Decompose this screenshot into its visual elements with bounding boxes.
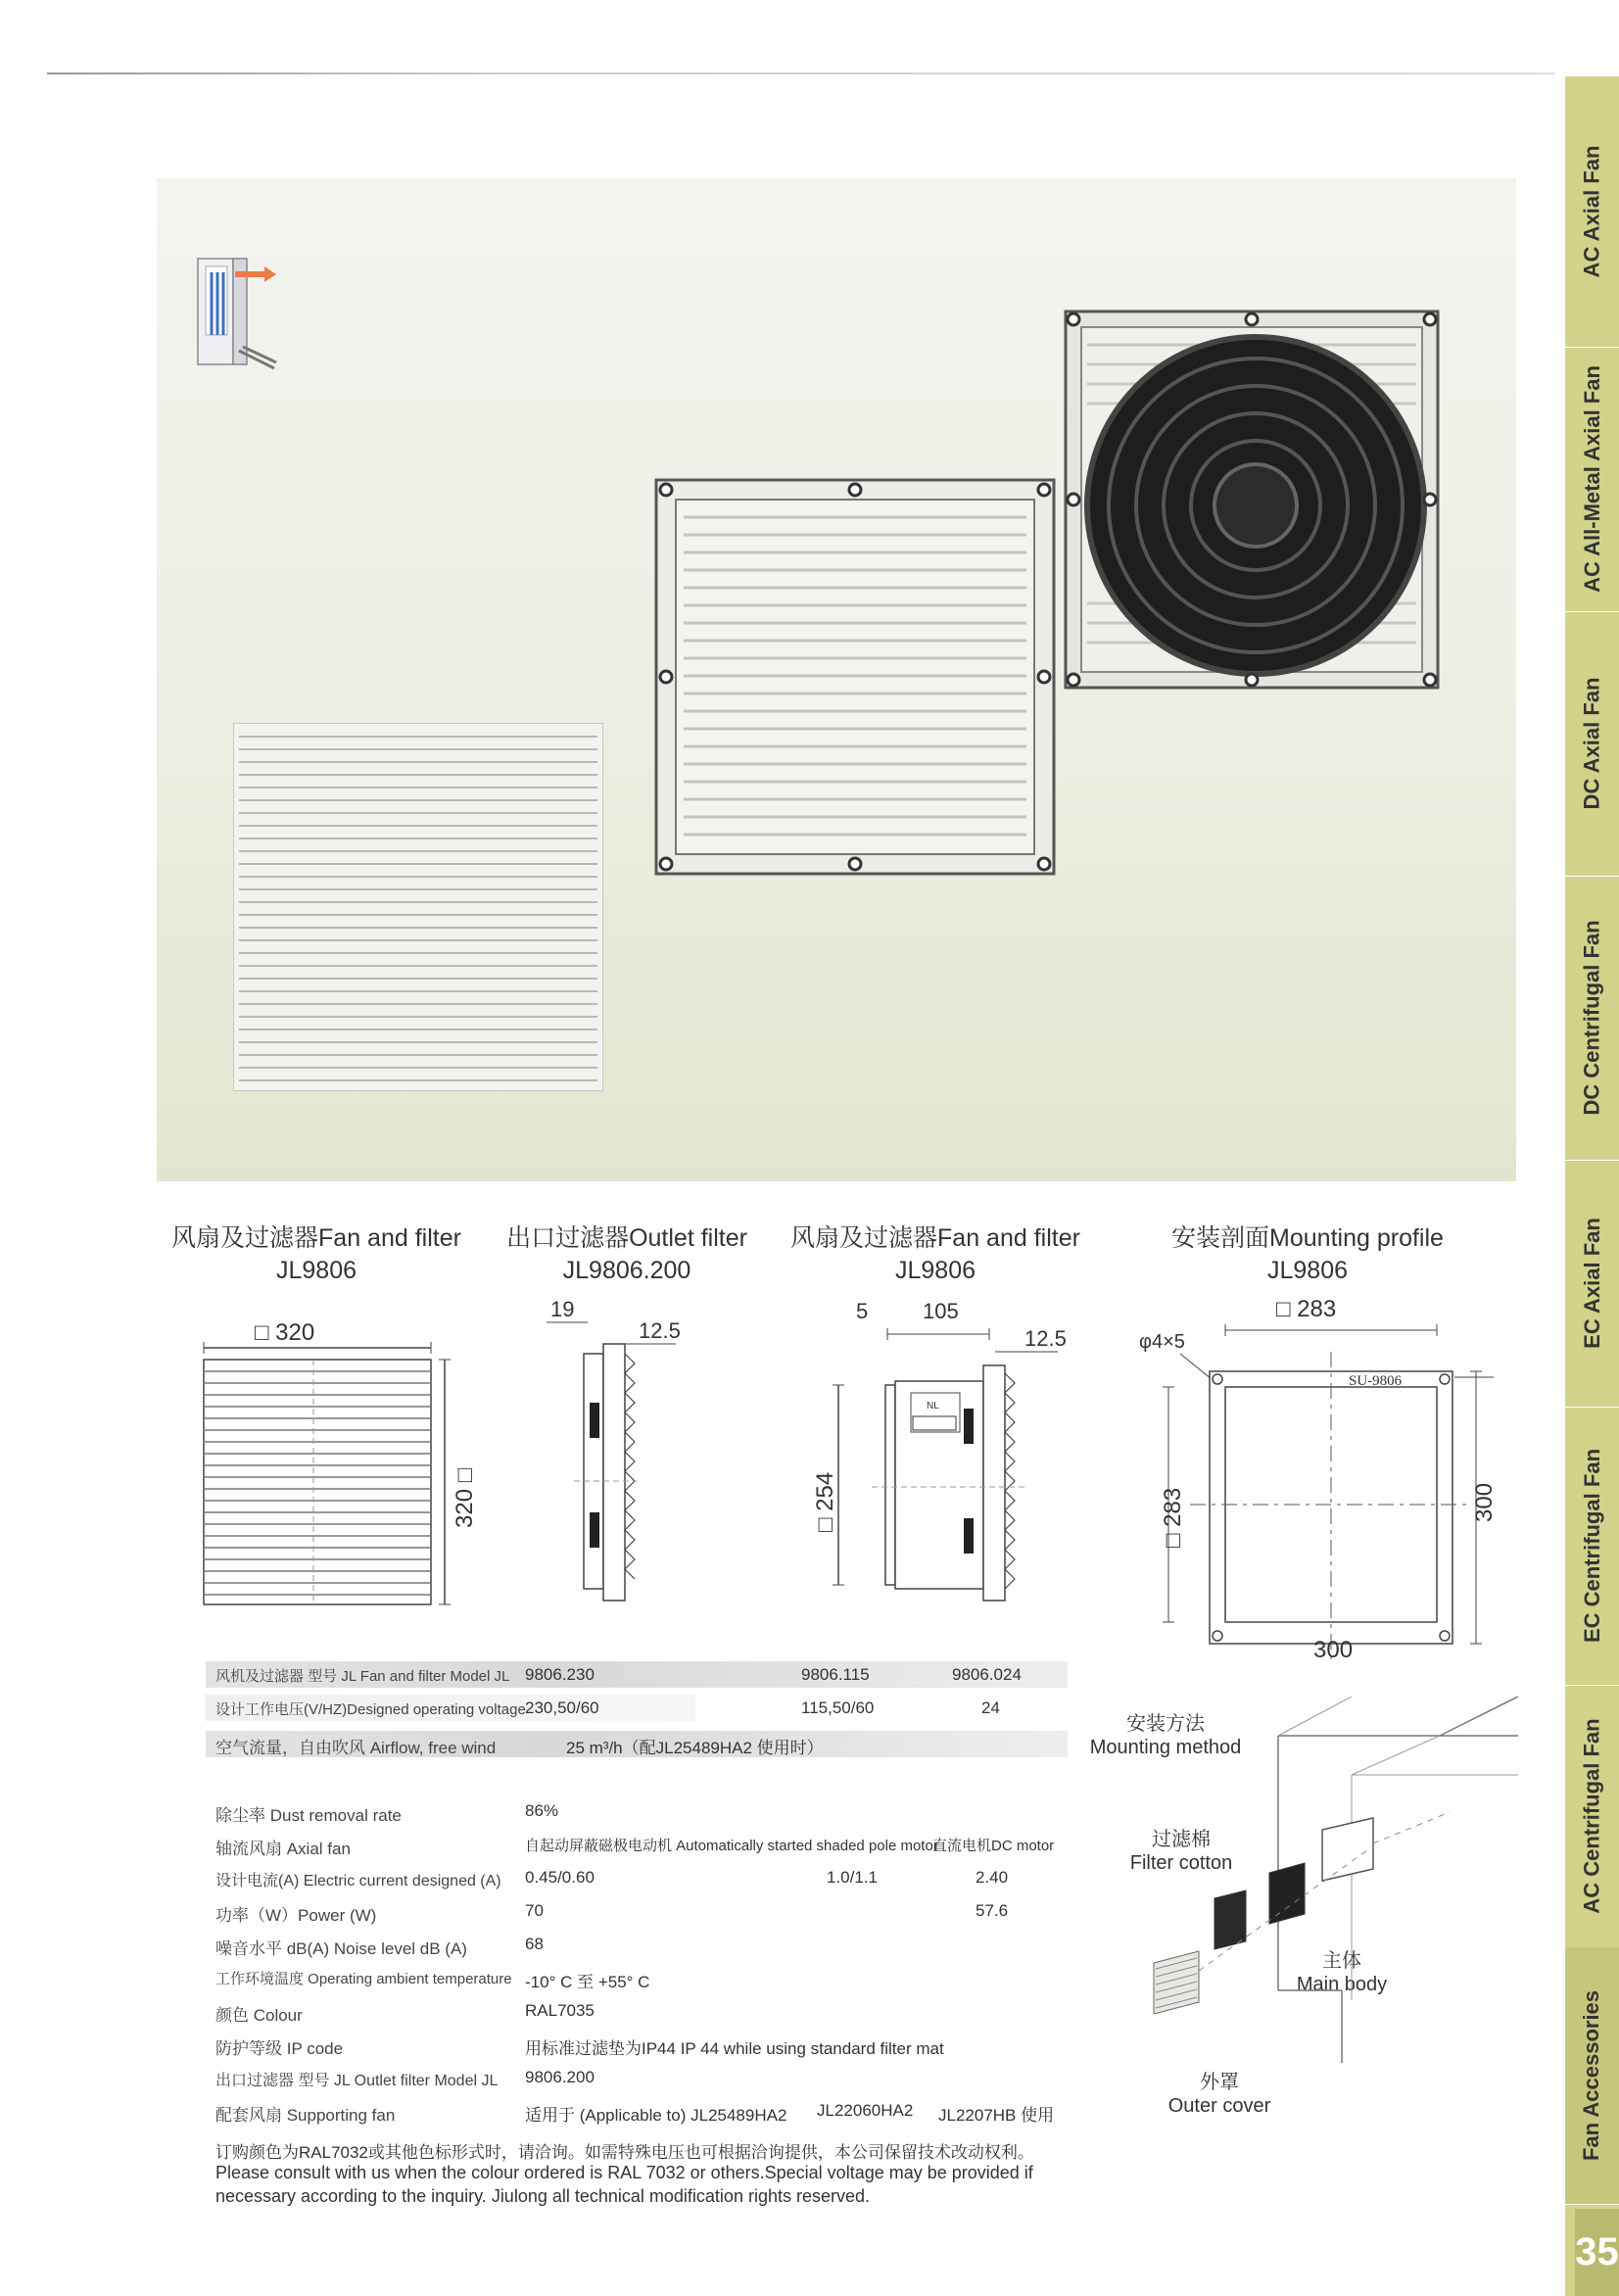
tab-dc-axial-fan[interactable]: DC Axial Fan [1565, 611, 1619, 877]
caption-outlet-filter: 出口过滤器Outlet filter JL9806.200 [506, 1224, 747, 1284]
spec-value: 115,50/60 [801, 1698, 875, 1717]
dim-top: □ 283 [1276, 1296, 1337, 1322]
spec-value: 9806.024 [952, 1665, 1022, 1684]
dim-a: 5 [856, 1299, 869, 1323]
dim-depth: 19 [550, 1297, 575, 1321]
dim-thickness: 12.5 [639, 1318, 681, 1343]
spec-value: 68 [525, 1935, 544, 1953]
dim-c: 12.5 [1024, 1326, 1067, 1351]
spec-label: 出口过滤器 型号 JL Outlet filter Model JL [215, 2073, 499, 2089]
tab-dc-centrifugal-fan[interactable]: DC Centrifugal Fan [1565, 876, 1619, 1161]
footnote-cn: 订购颜色为RAL7032或其他色标形式时，请洽询。如需特殊电压也可根据洽询提供，本公司保留技术改动权利。 [215, 2143, 1034, 2162]
dim-width: □ 320 [255, 1319, 315, 1346]
drawing-louver-front [196, 1313, 480, 1616]
drawing-fan-side [803, 1295, 1087, 1608]
spec-value: 自起动屏蔽磁极电动机 Automatically started shaded pole motor [525, 1838, 938, 1854]
spec-value: 适用于 (Applicable to) JL25489HA2 [525, 2106, 787, 2125]
su-tag: SU-9806 [1349, 1373, 1403, 1389]
spec-value: 直流电机DC motor [932, 1838, 1055, 1854]
spec-label: 配套风扇 Supporting fan [215, 2106, 396, 2125]
exploded-mounting-illustration [1146, 1697, 1518, 2069]
spec-value: 1.0/1.1 [827, 1868, 878, 1887]
spec-value: 70 [525, 1901, 544, 1920]
spec-value: 57.6 [976, 1901, 1009, 1920]
footnote-en-1: Please consult with us when the colour ordered is RAL 7032 or others.Special voltage may be provided if [215, 2163, 1033, 2182]
dim-height: 320 □ [452, 1467, 478, 1528]
spec-label: 风机及过滤器 型号 JL Fan and filter Model JL [215, 1668, 510, 1685]
dim-right: 300 [1471, 1482, 1498, 1522]
caption-fan-filter-2: 风扇及过滤器Fan and filter JL9806 [790, 1224, 1080, 1284]
fan-filter-photo [1064, 310, 1440, 690]
spec-label: 噪音水平 dB(A) Noise level dB (A) [215, 1939, 467, 1958]
dim-height: □ 254 [812, 1471, 838, 1532]
spec-value: 0.45/0.60 [525, 1868, 595, 1887]
cabinet-airflow-icon [196, 253, 278, 374]
spec-value: JL22060HA2 [817, 2101, 914, 2120]
spec-label: 轴流风扇 Axial fan [215, 1840, 351, 1858]
spec-value: 用标准过滤垫为IP44 IP 44 while using standard filter mat [525, 2039, 944, 2058]
tab-ec-centrifugal-fan[interactable]: EC Centrifugal Fan [1565, 1407, 1619, 1686]
tab-ac-centrifugal-fan[interactable]: AC Centrifugal Fan [1565, 1685, 1619, 1948]
spec-value: 9806.230 [525, 1665, 595, 1684]
dim-holes: φ4×5 [1139, 1331, 1185, 1353]
footnote-en-2: necessary according to the inquiry. Jiulong all technical modification rights reserved. [215, 2186, 871, 2206]
outer-cover-label: 外罩 Outer cover [1167, 2072, 1271, 2117]
spec-label: 设计电流(A) Electric current designed (A) [215, 1873, 501, 1889]
spec-value: RAL7035 [525, 2001, 595, 2020]
product-photo [157, 178, 1516, 1181]
spec-label: 除尘率 Dust removal rate [215, 1806, 402, 1825]
spec-value: 9806.115 [801, 1665, 870, 1684]
spec-label: 功率（W）Power (W) [215, 1906, 377, 1925]
drawing-outlet-side [529, 1295, 705, 1608]
spec-value: 2.40 [976, 1868, 1009, 1887]
spec-label: 工作环境温度 Operating ambient temperature [215, 1971, 512, 1987]
outlet-filter-photo [654, 478, 1056, 876]
spec-label: 空气流量，自由吹风 Airflow, free wind [215, 1739, 497, 1757]
spec-value: 24 [981, 1698, 1000, 1717]
louver-cover-photo [233, 723, 603, 1091]
spec-label: 设计工作电压(V/HZ)Designed operating voltage [215, 1701, 526, 1718]
tab-fan-accessories[interactable]: Fan Accessories [1565, 1947, 1619, 2205]
page-number: 35 [1575, 2209, 1619, 2296]
dim-b: 105 [923, 1299, 959, 1323]
caption-fan-filter-1: 风扇及过滤器Fan and filter JL9806 [171, 1224, 461, 1284]
dim-left: □ 283 [1160, 1487, 1186, 1548]
mounting-method-label: 安装方法 Mounting method [1089, 1713, 1242, 1758]
main-body-label: 主体 Main body [1296, 1950, 1388, 1995]
spec-value: 9806.200 [525, 2068, 595, 2086]
tab-ec-axial-fan[interactable]: EC Axial Fan [1565, 1160, 1619, 1408]
tab-ac-all-metal-axial-fan[interactable]: AC All-Metal Axial Fan [1565, 347, 1619, 612]
dim-bottom: 300 [1313, 1637, 1354, 1663]
spec-value: 25 m³/h（配JL25489HA2 使用时） [566, 1739, 824, 1757]
nl-label: NL [927, 1401, 939, 1411]
drawing-mounting-profile [1131, 1293, 1513, 1665]
tab-ac-axial-fan[interactable]: AC Axial Fan [1565, 76, 1619, 348]
spec-value: -10° C 至 +55° C [525, 1973, 650, 1991]
spec-value: 230,50/60 [525, 1698, 599, 1717]
filter-cotton-label: 过滤棉 Filter cotton [1129, 1829, 1233, 1874]
spec-value: JL2207HB 使用 [938, 2106, 1055, 2125]
spec-value: 86% [525, 1801, 559, 1820]
spec-label: 防护等级 IP code [215, 2039, 344, 2058]
header-rule [47, 72, 1555, 74]
caption-mounting-profile: 安装剖面Mounting profile JL9806 [1171, 1224, 1444, 1284]
spec-label: 颜色 Colour [215, 2006, 303, 2025]
